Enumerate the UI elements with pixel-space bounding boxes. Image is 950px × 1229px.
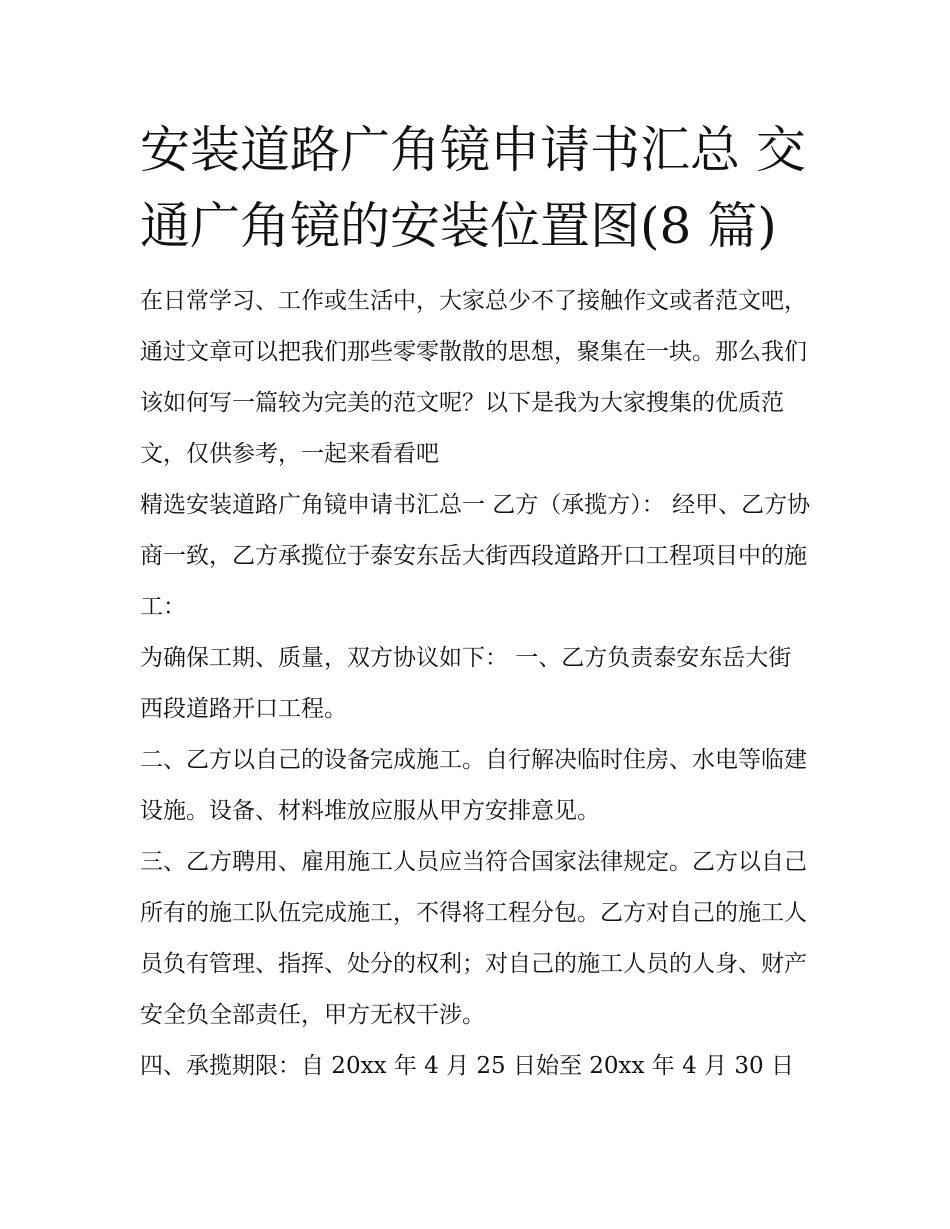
clause-three-paragraph: 三、乙方聘用、雇用施工人员应当符合国家法律规定。乙方以自己所有的施工队伍完成施工，不得将工程分包。乙方对自己的施工人员负有管理、指挥、处分的权利；对自己的施工人员的人身、财产安全负全部责任，甲方无权干涉。	[140, 849, 807, 1028]
clause-four-paragraph: 四、承揽期限：自 20xx 年 4 月 25 日始至 20xx 年 4 月 30 日	[140, 1053, 794, 1079]
title-line-1: 安装道路广角镜申请书汇总 交	[140, 121, 806, 179]
document-page	[140, 112, 812, 1092]
clause-one-paragraph: 为确保工期、质量，双方协议如下： 一、乙方负责泰安东岳大街西段道路开口工程。	[140, 645, 792, 722]
section-one-heading-paragraph: 精选安装道路广角镜申请书汇总一 乙方（承揽方）： 经甲、乙方协商一致，乙方承揽位于泰安东岳大街西段道路开口工程项目中的施工：	[140, 492, 811, 620]
document-title	[140, 112, 812, 264]
document-body	[140, 276, 812, 1092]
clause-two-paragraph: 二、乙方以自己的设备完成施工。自行解决临时住房、水电等临建设施。设备、材料堆放应服从甲方安排意见。	[140, 747, 807, 824]
title-line-2: 通广角镜的安装位置图(8 篇)	[140, 197, 777, 255]
intro-paragraph: 在日常学习、工作或生活中，大家总少不了接触作文或者范文吧，通过文章可以把我们那些零零散散的思想，聚集在一块。那么我们该如何写一篇较为完美的范文呢？以下是我为大家搜集的优质范文，仅供参考，一起来看看吧	[140, 288, 807, 467]
